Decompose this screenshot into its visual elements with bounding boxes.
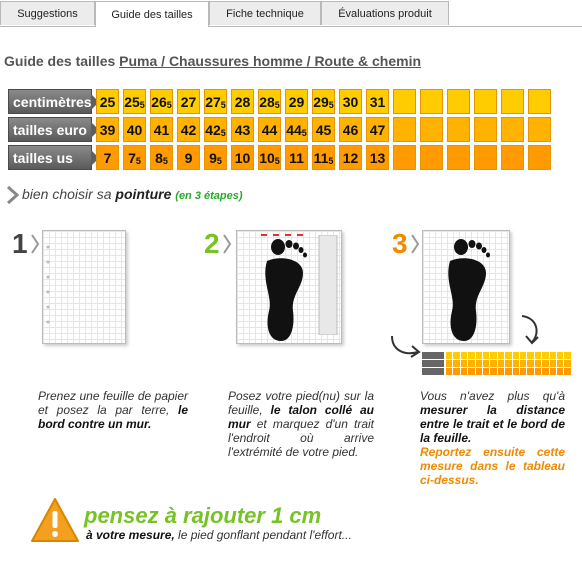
empty-size-cell [420,117,443,142]
mini-size-table-image [422,352,572,378]
size-cell: 39 [96,117,119,142]
chevron-right-icon [6,186,20,204]
step-number-2: 2 [204,228,220,259]
size-cell: 28 [231,89,254,114]
step-3-description: Vous n'avez plus qu'à mesurer la distance entre le trait et le bord de la feuille. Reportez ensuite cette mesure dans le tableau ci-dessus. [420,389,565,487]
size-cell: 7 5 [123,145,146,170]
size-cell: 25 [96,89,119,114]
size-cell: 27 [177,89,200,114]
step-chevron-icon [30,233,40,255]
size-cell: 44 [258,117,281,142]
empty-size-cell [420,145,443,170]
size-cell: 43 [231,117,254,142]
foot-print-icon [423,231,509,343]
howto-steps-note: (en 3 étapes) [175,190,243,202]
empty-size-cell [528,89,551,114]
empty-size-cell [528,117,551,142]
step-number-3: 3 [392,228,408,259]
size-cell: 42 5 [204,117,227,142]
size-cell: 7 [96,145,119,170]
size-cell: 10 [231,145,254,170]
size-cell: 29 [285,89,308,114]
tab-label: Guide des tailles [111,8,193,21]
empty-size-cell [420,89,443,114]
size-cell: 9 5 [204,145,227,170]
curved-arrow-icon [388,332,422,360]
size-cell: 11 5 [312,145,335,170]
tab-technical-sheet[interactable] [209,1,321,25]
size-cell: 45 [312,117,335,142]
step-chevron-icon [222,233,232,255]
step-2-description: Posez votre pied(nu) sur la feuille, le talon collé au mur et marquez d'un trait l'endroit où arrive l'extrémité de votre pied. [228,389,374,459]
curved-arrow-icon [516,312,544,346]
size-cell: 29 5 [312,89,335,114]
size-cell: 44 5 [285,117,308,142]
tab-bar [0,0,582,27]
tab-label: Évaluations produit [338,7,432,20]
size-cell: 27 5 [204,89,227,114]
size-cell: 41 [150,117,173,142]
size-cell: 40 [123,117,146,142]
size-cell: 10 5 [258,145,281,170]
size-row-header: tailles euro [8,117,92,142]
paper-sheet-image [42,230,126,344]
empty-size-cell [474,145,497,170]
tab-product-reviews[interactable] [321,1,449,25]
size-row-header: centimètres [8,89,92,114]
title-prefix: Guide des tailles [4,53,116,69]
size-cell: 31 [366,89,389,114]
empty-size-cell [474,89,497,114]
empty-size-cell [447,145,470,170]
size-cell: 11 [285,145,308,170]
step-1-description: Prenez une feuille de papier et posez la par terre, le bord contre un mur. [38,389,188,431]
warning-icon [30,497,80,543]
empty-size-cell [501,117,524,142]
empty-size-cell [393,89,416,114]
size-cell: 47 [366,117,389,142]
empty-size-cell [447,89,470,114]
size-cell: 25 5 [123,89,146,114]
empty-size-cell [501,145,524,170]
size-cell: 28 5 [258,89,281,114]
warning-subtitle: à votre mesure, le pied gonflant pendant l'effort... [86,528,352,542]
size-cell: 13 [366,145,389,170]
empty-size-cell [393,117,416,142]
warning-title: pensez à rajouter 1 cm [84,503,322,528]
step-number-1: 1 [12,228,28,259]
size-cell: 8 5 [150,145,173,170]
wall-edge-icon [317,235,339,335]
size-cell: 42 [177,117,200,142]
empty-size-cell [528,145,551,170]
size-cell: 12 [339,145,362,170]
howto-heading [22,186,243,202]
page-title [4,53,421,69]
size-cell: 26 5 [150,89,173,114]
tab-label: Suggestions [17,7,78,20]
empty-size-cell [474,117,497,142]
tab-suggestions[interactable] [0,1,95,25]
howto-bold: pointure [115,186,172,202]
step-chevron-icon [410,233,420,255]
paper-with-foot-image [236,230,342,344]
empty-size-cell [501,89,524,114]
tab-label: Fiche technique [226,7,304,20]
howto-text: bien choisir sa [22,186,116,202]
empty-size-cell [447,117,470,142]
paper-measure-image [422,230,510,344]
empty-size-cell [393,145,416,170]
tab-size-guide[interactable] [95,1,209,27]
size-cell: 9 [177,145,200,170]
category-link[interactable]: Puma / Chaussures homme / Route & chemin [119,53,422,69]
size-row-header: tailles us [8,145,92,170]
size-cell: 46 [339,117,362,142]
size-cell: 30 [339,89,362,114]
